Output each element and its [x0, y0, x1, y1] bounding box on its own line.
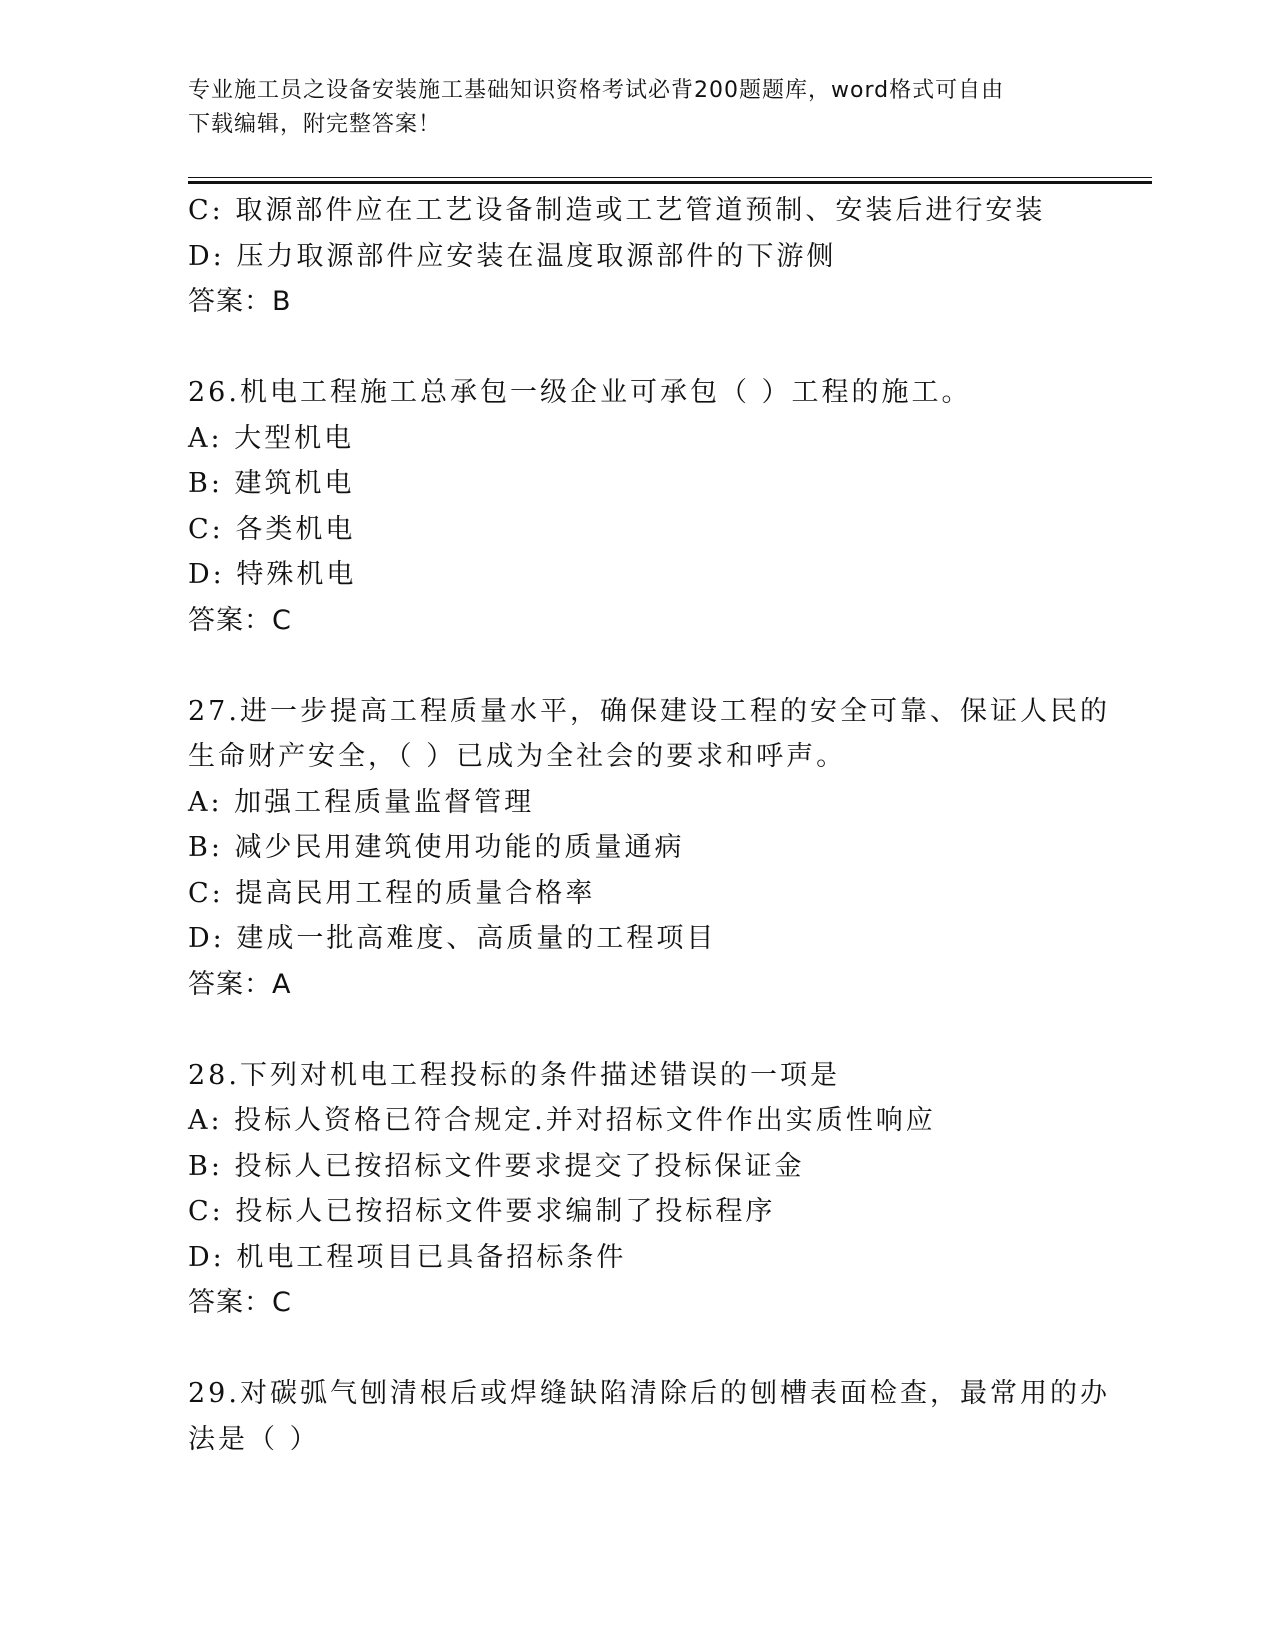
option-d: D: 机电工程项目已具备招标条件: [188, 1241, 627, 1273]
option-c: C: 各类机电: [188, 513, 356, 545]
option-d: D: 压力取源部件应安装在温度取源部件的下游侧: [188, 240, 837, 272]
option-d: D: 特殊机电: [188, 559, 357, 590]
header-line-1: 专业施工员之设备安装施工基础知识资格考试必背200题题库，word格式可自由: [188, 78, 1005, 103]
option-c: C: 投标人已按招标文件要求编制了投标程序: [188, 1196, 776, 1227]
question-stem: 26.机电工程施工总承包一级企业可承包（ ）工程的施工。: [188, 377, 972, 408]
question-stem-line-1: 27.进一步提高工程质量水平，确保建设工程的安全可靠、保证人民的: [188, 695, 1110, 727]
header-rule-thick: [188, 181, 1152, 184]
question-25-continued: [188, 188, 1088, 325]
header-line-2: 下载编辑，附完整答案！: [188, 112, 442, 137]
question-stem-line-1: 29.对碳弧气刨清根后或焊缝缺陷清除后的刨槽表面检查，最常用的办: [188, 1378, 1110, 1409]
question-stem-line-2: 法是（ ）: [188, 1423, 320, 1455]
option-c: C: 取源部件应在工艺设备制造或工艺管道预制、安装后进行安装: [188, 195, 1046, 226]
question-27: [188, 689, 1110, 1008]
option-a: A: 投标人资格已符合规定.并对招标文件作出实质性响应: [188, 1105, 936, 1136]
header-rule-thin: [188, 177, 1152, 178]
option-b: B: 减少民用建筑使用功能的质量通病: [188, 832, 685, 863]
answer-line: 答案：A: [188, 968, 292, 1000]
answer-line: 答案：C: [188, 1287, 292, 1318]
option-c: C: 提高民用工程的质量合格率: [188, 877, 596, 909]
option-a: A: 大型机电: [188, 422, 355, 454]
option-b: B: 投标人已按招标文件要求提交了投标保证金: [188, 1150, 805, 1182]
question-stem: 28.下列对机电工程投标的条件描述错误的一项是: [188, 1059, 840, 1091]
option-b: B: 建筑机电: [188, 468, 355, 499]
document-header: [188, 74, 1088, 142]
question-stem-line-2: 生命财产安全，（ ）已成为全社会的要求和呼声。: [188, 741, 847, 772]
spacer: [188, 1007, 1088, 1053]
option-a: A: 加强工程质量监督管理: [188, 786, 535, 818]
spacer: [188, 1326, 1088, 1372]
question-list: [188, 188, 1110, 1462]
question-26: [188, 370, 1088, 643]
answer-line: 答案：B: [188, 286, 292, 317]
question-28: [188, 1053, 1088, 1326]
question-29: [188, 1371, 1110, 1462]
answer-line: 答案：C: [188, 604, 292, 636]
spacer: [188, 325, 1088, 371]
spacer: [188, 643, 1088, 689]
option-d: D: 建成一批高难度、高质量的工程项目: [188, 923, 717, 954]
